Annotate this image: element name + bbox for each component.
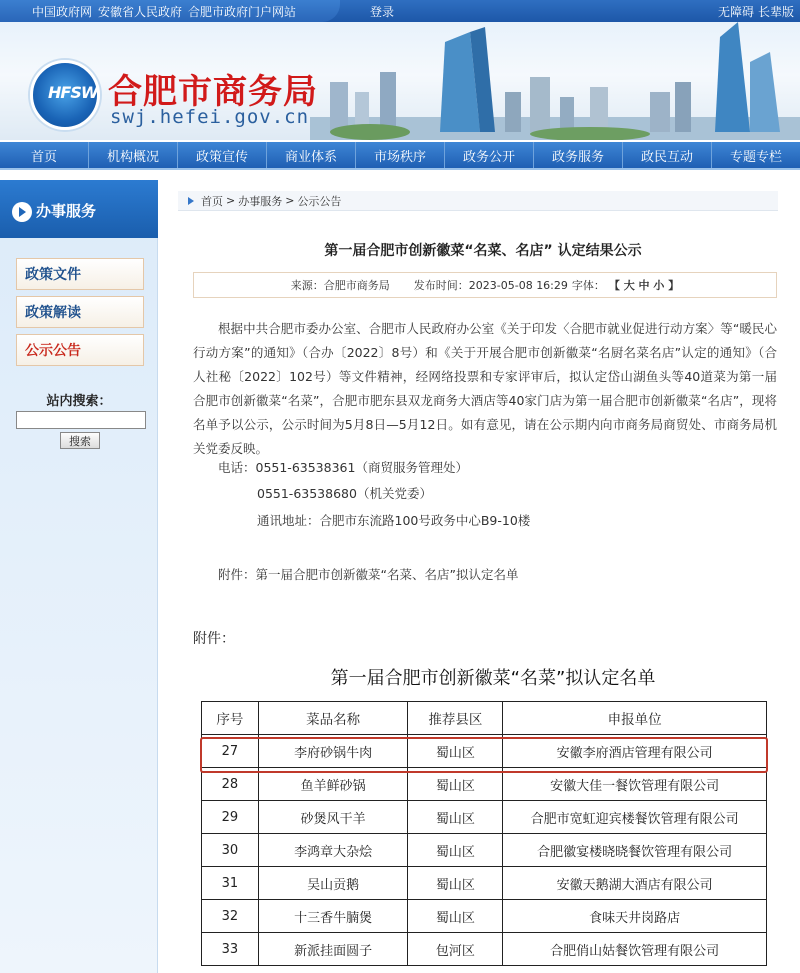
- cell-district: 蜀山区: [408, 834, 503, 867]
- logo-text: HFSW: [48, 83, 98, 102]
- table-row: [202, 867, 767, 900]
- nav-interaction[interactable]: 政民互动: [623, 142, 712, 168]
- cell-dish: 吴山贡鹅: [258, 867, 408, 900]
- breadcrumb-level1[interactable]: 办事服务: [238, 194, 283, 208]
- cell-no: 30: [202, 834, 259, 867]
- nav-policy-promo[interactable]: 政策宣传: [178, 142, 267, 168]
- cell-unit: 合肥俏山姑餐饮管理有限公司: [503, 933, 767, 966]
- cell-dish: 李府砂锅牛肉: [258, 735, 408, 768]
- cell-unit: 合肥徽宴楼晓晓餐饮管理有限公司: [503, 834, 767, 867]
- cell-no: 27: [202, 735, 259, 768]
- cell-dish: 新派挂面圆子: [258, 933, 408, 966]
- col-header-district: 推荐县区: [408, 702, 503, 735]
- nav-special-topics[interactable]: 专题专栏: [729, 149, 782, 165]
- cell-dish: 砂煲风干羊: [258, 801, 408, 834]
- cell-no: 28: [202, 768, 259, 801]
- cell-district: 蜀山区: [408, 867, 503, 900]
- table-row: [202, 801, 767, 834]
- site-search-button[interactable]: 搜索: [60, 432, 100, 449]
- sidebar: [0, 180, 158, 973]
- cell-no: 32: [202, 900, 259, 933]
- attachment-heading: 附件：: [193, 631, 235, 647]
- table-row: [202, 900, 767, 933]
- font-size-label: 字体：: [571, 279, 605, 292]
- table-row: [202, 768, 767, 801]
- cell-unit: 安徽李府酒店管理有限公司: [503, 735, 767, 768]
- nav-org[interactable]: 机构概况: [89, 142, 178, 168]
- cell-unit: 合肥市宽虹迎宾楼餐饮管理有限公司: [503, 801, 767, 834]
- table-row: [202, 933, 767, 966]
- sidebar-item-policy-docs[interactable]: 政策文件: [16, 258, 144, 290]
- cell-district: 蜀山区: [408, 768, 503, 801]
- sidebar-item-announcements[interactable]: 公示公告: [16, 334, 144, 366]
- sidebar-item-policy-interpretation[interactable]: 政策解读: [16, 296, 144, 328]
- top-links: [0, 0, 340, 22]
- col-header-no: 序号: [202, 702, 259, 735]
- top-bar: [0, 0, 800, 22]
- sidebar-title: 办事服务: [36, 202, 97, 220]
- font-size-switcher[interactable]: 【 大 中 小 】: [608, 279, 680, 292]
- breadcrumb-sep: >: [285, 194, 295, 207]
- cell-no: 31: [202, 867, 259, 900]
- cell-no: 29: [202, 801, 259, 834]
- link-gov-cn[interactable]: 中国政府网: [32, 4, 93, 19]
- site-search-label: 站内搜索：: [46, 394, 112, 409]
- cell-dish: 十三香牛腩煲: [258, 900, 408, 933]
- table-row: [202, 834, 767, 867]
- article-date: 发布时间：2023-05-08 16:29: [413, 279, 568, 292]
- breadcrumb-sep: >: [226, 194, 236, 207]
- main-nav: [0, 142, 800, 170]
- cell-district: 蜀山区: [408, 900, 503, 933]
- nav-gov-service[interactable]: 政务服务: [534, 142, 623, 168]
- breadcrumb-arrow-icon: [188, 197, 194, 205]
- cell-dish: 李鸿章大杂烩: [258, 834, 408, 867]
- hfsw-logo: [30, 60, 100, 130]
- sidebar-header: [0, 180, 158, 238]
- link-hefei-gov[interactable]: 合肥市政府门户网站: [188, 4, 297, 19]
- cell-unit: 安徽大佳一餐饮管理有限公司: [503, 768, 767, 801]
- dish-list-table: [201, 701, 767, 966]
- attachment-link[interactable]: 附件：第一届合肥市创新徽菜“名菜、名店”拟认定名单: [218, 567, 519, 582]
- table-row: [202, 735, 767, 768]
- contact-phone-2: 0551-63538680（机关党委）: [257, 486, 432, 501]
- nav-market-order[interactable]: 市场秩序: [356, 142, 445, 168]
- site-title: 合肥市商务局: [108, 72, 318, 112]
- cell-district: 蜀山区: [408, 801, 503, 834]
- table-header-row: [202, 702, 767, 735]
- breadcrumb-level2[interactable]: 公示公告: [297, 194, 342, 208]
- article-source: 来源：合肥市商务局: [290, 279, 390, 292]
- site-banner: [0, 22, 800, 140]
- login-link[interactable]: 登录: [370, 5, 395, 19]
- cell-no: 33: [202, 933, 259, 966]
- cell-unit: 安徽天鹅湖大酒店有限公司: [503, 867, 767, 900]
- accessibility-link[interactable]: 无障碍: [717, 5, 754, 19]
- article-body: 根据中共合肥市委办公室、合肥市人民政府办公室《关于印发〈合肥市就业促进行动方案〉等“暖民心行动方案”的通知》（合办〔2022〕8号）和《关于开展合肥市创新徽菜“名厨名菜名店”认定的通知》（合人社秘〔2022〕102号）等文件精神，经网络投票和专家评审后，拟认定岱山湖鱼头等40道菜为第一届合肥市创新徽菜“名菜”，合肥市肥东县双龙商务大酒店等40家门店为第一届合肥市创新徽菜“名店”，现将名单予以公示，公示时间为5月8日—5月12日。如有意见，请在公示期内向市商务局商贸处、市商务局机关党委反映。: [193, 321, 777, 456]
- elder-mode-link[interactable]: 长辈版: [757, 5, 794, 19]
- list-title: 第一届合肥市创新徽菜“名菜”拟认定名单: [330, 668, 656, 689]
- nav-home[interactable]: 首页: [0, 142, 89, 168]
- cell-district: 包河区: [408, 933, 503, 966]
- sidebar-list: [16, 258, 144, 372]
- contact-address: 通讯地址：合肥市东流路100号政务中心B9-10楼: [257, 513, 531, 528]
- cell-district: 蜀山区: [408, 735, 503, 768]
- arrow-circle-icon: [12, 202, 32, 222]
- cell-dish: 鱼羊鲜砂锅: [258, 768, 408, 801]
- nav-business-system[interactable]: 商业体系: [267, 142, 356, 168]
- breadcrumb-home[interactable]: 首页: [201, 194, 223, 208]
- nav-gov-affairs[interactable]: 政务公开: [445, 142, 534, 168]
- breadcrumb: [178, 191, 778, 211]
- site-search-input[interactable]: [16, 411, 146, 429]
- contact-phone-1: 电话：0551-63538361（商贸服务管理处）: [218, 460, 468, 475]
- article-meta: [193, 272, 777, 298]
- article-title: 第一届合肥市创新徽菜“名菜、名店” 认定结果公示: [324, 243, 642, 259]
- site-domain: swj.hefei.gov.cn: [110, 106, 310, 128]
- col-header-unit: 申报单位: [503, 702, 767, 735]
- col-header-dish: 菜品名称: [258, 702, 408, 735]
- city-skyline-image: [310, 22, 800, 140]
- cell-unit: 食味天井岗路店: [503, 900, 767, 933]
- link-anhui-gov[interactable]: 安徽省人民政府: [98, 4, 183, 19]
